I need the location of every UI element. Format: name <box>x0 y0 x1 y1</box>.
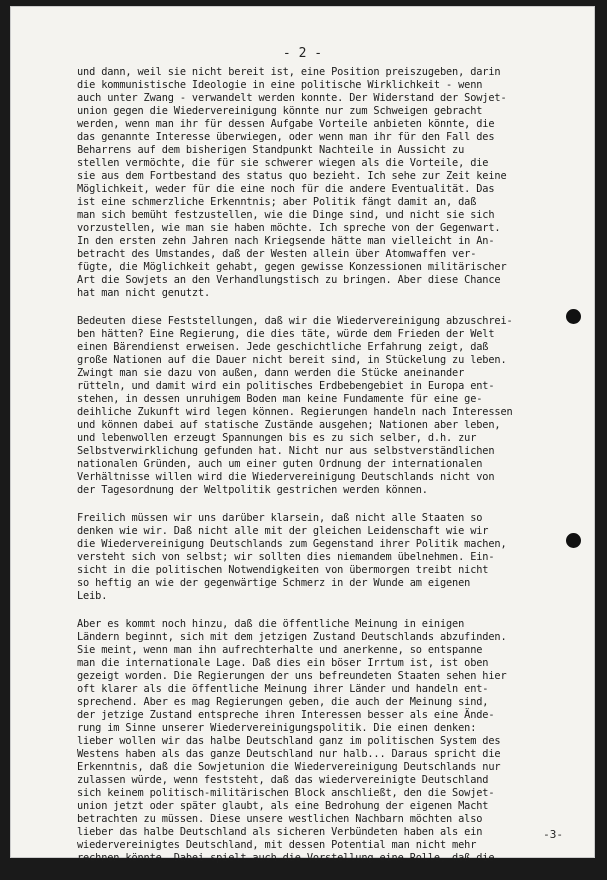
text-line: nationalen Gründen, auch um einer guten Ordnung der internationalen <box>77 458 483 470</box>
text-line: werden, wenn man ihr für dessen Aufgabe Vorteile anbieten könnte, die <box>77 118 495 130</box>
text-line: die Wiedervereinigung Deutschlands zum Gegenstand ihrer Politik machen, <box>77 538 507 550</box>
text-line: hat man nicht genutzt. <box>77 287 211 299</box>
text-line: betracht des Umstandes, daß der Westen allein über Atomwaffen ver- <box>77 248 477 260</box>
text-line: die kommunistische Ideologie in eine politische Wirklichkeit - wenn <box>77 79 483 91</box>
text-line: man sich bemüht festzustellen, wie die Dinge sind, und nicht sie sich <box>77 209 495 221</box>
text-line: rechnen könnte. Dabei spielt auch die Vorstellung eine Rolle, daß die <box>77 852 495 864</box>
text-line: so heftig an wie der gegenwärtige Schmerz in der Wunde am eigenen <box>77 577 471 589</box>
text-line: sie aus dem Fortbestand des status quo bezieht. Ich sehe zur Zeit keine <box>77 170 507 182</box>
text-line: fügte, die Möglichkeit gehabt, gegen gewisse Konzessionen militärischer <box>77 261 507 273</box>
text-line: Erkenntnis, daß die Sowjetunion die Wiedervereinigung Deutschlands nur <box>77 761 501 773</box>
text-line: große Nationen auf die Dauer nicht bereit sind, in Stückelung zu leben. <box>77 354 507 366</box>
text-line: Verhältnisse willen wird die Wiedervereinigung Deutschlands nicht von <box>77 471 495 483</box>
text-line: rung im Sinne unserer Wiedervereinigungspolitik. Die einen denken: <box>77 722 477 734</box>
text-line: das genannte Interesse überwiegen, oder wenn man ihr für den Fall des <box>77 131 495 143</box>
text-line: Westens haben als das ganze Deutschland nur halb... Daraus spricht die <box>77 748 501 760</box>
text-line: auch unter Zwang - verwandelt werden konnte. Der Widerstand der Sowjet- <box>77 92 507 104</box>
text-line: Beharrens auf dem bisherigen Standpunkt Nachteile in Aussicht zu <box>77 144 465 156</box>
text-line: versteht sich von selbst; wir sollten dies niemandem übelnehmen. Ein- <box>77 551 495 563</box>
document-page <box>10 6 595 864</box>
text-line: Bedeuten diese Feststellungen, daß wir die Wiedervereinigung abzuschrei- <box>77 315 513 327</box>
text-line: Aber es kommt noch hinzu, daß die öffentliche Meinung in einigen <box>77 618 465 630</box>
text-line: zulassen würde, wenn feststeht, daß das wiedervereinigte Deutschland <box>77 774 489 786</box>
text-line: Leib. <box>77 590 108 602</box>
text-line: denken wie wir. Daß nicht alle mit der gleichen Leidenschaft wie wir <box>77 525 489 537</box>
document-body <box>77 66 592 880</box>
paragraph <box>77 315 592 497</box>
text-line: Zwingt man sie dazu von außen, dann werden die Stücke aneinander <box>77 367 465 379</box>
text-line: ben hätten? Eine Regierung, die dies täte, würde dem Frieden der Welt <box>77 328 495 340</box>
text-line: oft klarer als die öffentliche Meinung ihrer Länder und handeln ent- <box>77 683 489 695</box>
punch-hole <box>566 533 581 548</box>
text-line: sprechend. Aber es mag Regierungen geben, die auch der Meinung sind, <box>77 696 489 708</box>
text-line: wiedervereinigtes Deutschland, mit dessen Potential man nicht mehr <box>77 839 477 851</box>
text-line: union jetzt oder später glaubt, als eine Bedrohung der eigenen Macht <box>77 800 489 812</box>
text-line: sich keinem politisch-militärischen Block anschließt, den die Sowjet- <box>77 787 495 799</box>
paragraph <box>77 618 592 865</box>
text-line: einen Bärendienst erweisen. Jede geschichtliche Erfahrung zeigt, daß <box>77 341 489 353</box>
continuation-marker: -3- <box>543 828 563 841</box>
text-line: union gegen die Wiedervereinigung könnte nur zum Schweigen gebracht <box>77 105 483 117</box>
text-line: In den ersten zehn Jahren nach Kriegsende hätte man vielleicht in An- <box>77 235 495 247</box>
text-line: betrachten zu müssen. Diese unsere westlichen Nachbarn möchten also <box>77 813 483 825</box>
text-line: der Tagesordnung der Weltpolitik gestrichen werden können. <box>77 484 428 496</box>
text-line: rütteln, und damit wird ein politisches Erdbebengebiet in Europa ent- <box>77 380 495 392</box>
page-number: - 2 - <box>282 46 323 61</box>
text-line: deihliche Zukunft wird legen können. Regierungen handeln nach Interessen <box>77 406 513 418</box>
text-line: und können dabei auf statische Zustände ausgehen; Nationen aber leben, <box>77 419 501 431</box>
text-line: der jetzige Zustand entspreche ihren Interessen besser als eine Ände- <box>77 709 495 721</box>
text-line: Sie meint, wenn man ihn aufrechterhalte und anerkenne, so entspanne <box>77 644 483 656</box>
punch-hole <box>566 309 581 324</box>
text-line: man die internationale Lage. Daß dies ein böser Irrtum ist, ist oben <box>77 657 489 669</box>
paragraph <box>77 66 592 300</box>
text-line: und dann, weil sie nicht bereit ist, eine Position preiszugeben, darin <box>77 66 501 78</box>
text-line: Möglichkeit, weder für die eine noch für die andere Eventualität. Das <box>77 183 495 195</box>
text-line: Art die Sowjets an den Verhandlungstisch zu bringen. Aber diese Chance <box>77 274 501 286</box>
text-line: vorzustellen, wie man sie haben möchte. Ich spreche von der Gegenwart. <box>77 222 501 234</box>
text-line: lieber wollen wir das halbe Deutschland ganz im politischen System des <box>77 735 501 747</box>
text-line: Selbstverwirklichung gefunden hat. Nicht nur aus selbstverständlichen <box>77 445 495 457</box>
paragraph <box>77 512 592 603</box>
text-line: Freilich müssen wir uns darüber klarsein, daß nicht alle Staaten so <box>77 512 483 524</box>
text-line: gezeigt worden. Die Regierungen der uns befreundeten Staaten sehen hier <box>77 670 507 682</box>
text-line: Ländern beginnt, sich mit dem jetzigen Zustand Deutschlands abzufinden. <box>77 631 507 643</box>
text-line: sicht in die politischen Notwendigkeiten von übermorgen treibt nicht <box>77 564 489 576</box>
text-line: stellen vermöchte, die für sie schwerer wiegen als die Vorteile, die <box>77 157 489 169</box>
text-line: und lebenwollen erzeugt Spannungen bis es zu sich selber, d.h. zur <box>77 432 477 444</box>
text-line: ist eine schmerzliche Erkenntnis; aber Politik fängt damit an, daß <box>77 196 477 208</box>
text-line: lieber das halbe Deutschland als sicheren Verbündeten haben als ein <box>77 826 483 838</box>
text-line: stehen, in dessen unruhigem Boden man keine Fundamente für eine ge- <box>77 393 483 405</box>
